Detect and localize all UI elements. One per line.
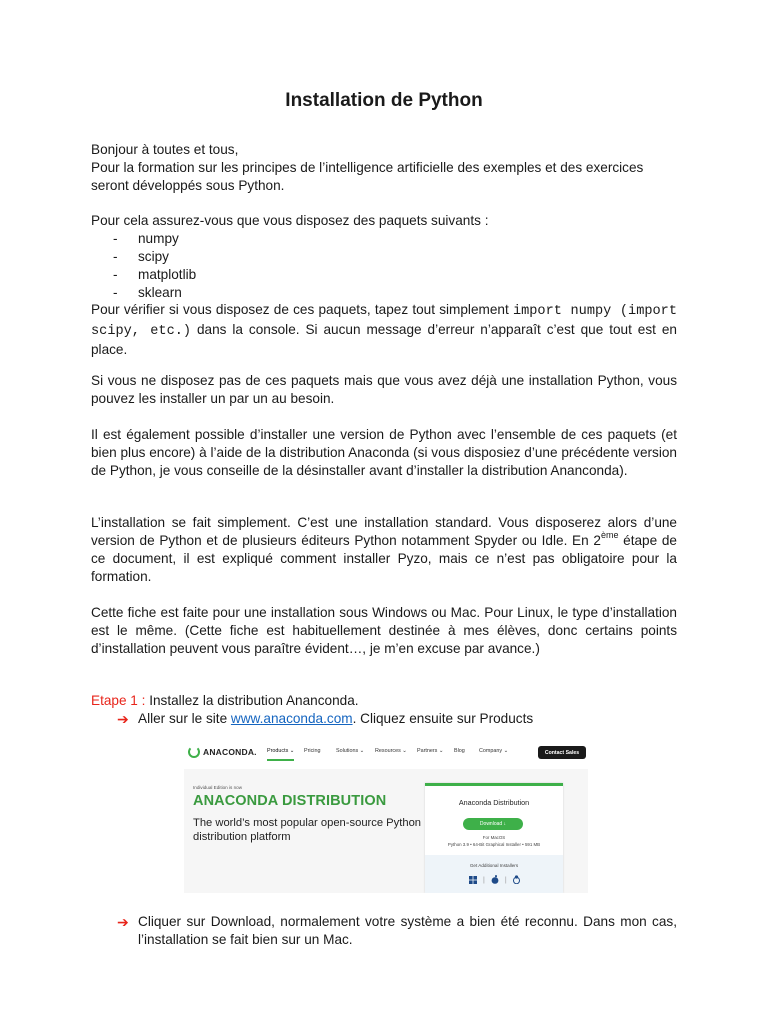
arrow-right-icon: ➔	[117, 914, 129, 930]
nav-products[interactable]: Products ⌄	[267, 748, 295, 754]
separator: |	[504, 876, 507, 884]
download-button[interactable]: Download ↓	[463, 818, 523, 830]
list-item: - scipy	[113, 249, 169, 264]
standard-install-paragraph: L’installation se fait simplement. C’est une installation standard. Vous disposerez alors d’une version de Python et de plusieurs éditeurs Python notamment Spyder ou Idle. En 2ème étape de ce document, il est expliqué comment installer Pyzo, mais ce n’est pas obligatoire pour la formation.	[91, 515, 677, 584]
anaconda-link[interactable]: www.anaconda.com	[230, 711, 353, 726]
dash-bullet: -	[113, 267, 118, 282]
list-item: - matplotlib	[113, 267, 197, 282]
nav-resources[interactable]: Resources ⌄	[375, 748, 407, 754]
apple-icon[interactable]	[491, 875, 499, 886]
verify-paragraph: Pour vérifier si vous disposez de ces paquets, tapez tout simplement import numpy (import scipy, etc.) dans la console. Si aucun message d’erreur n’apparaît c’est que tout est en place.	[91, 302, 677, 357]
nav-company[interactable]: Company ⌄	[479, 748, 509, 754]
dash-bullet: -	[113, 285, 118, 300]
download-card	[425, 783, 563, 893]
site-navbar	[184, 737, 588, 769]
os-icons	[469, 875, 520, 886]
dash-bullet: -	[113, 231, 118, 246]
hero-subheadline: The world’s most popular open-source Python distribution platform	[193, 817, 422, 843]
dash-bullet: -	[113, 249, 118, 264]
anaconda-website-screenshot	[184, 737, 588, 893]
packages-intro: Pour cela assurez-vous que vous disposez des paquets suivants :	[91, 213, 489, 228]
nav-partners[interactable]: Partners ⌄	[417, 748, 444, 754]
hero-kicker: Individual Edition is now	[193, 785, 243, 790]
additional-installers	[425, 855, 563, 893]
step-1-heading: Etape 1 : Installez la distribution Ananconda.	[91, 693, 359, 708]
active-tab-underline	[267, 759, 294, 761]
installer-info: Python 3.9 • 64-Bit Graphical Installer • 591 MB	[447, 842, 541, 847]
contact-sales-button[interactable]: Contact Sales	[538, 746, 586, 759]
anaconda-logo-icon	[188, 746, 200, 758]
code-snippet: import numpy (import scipy, etc.)	[91, 304, 677, 339]
windows-icon[interactable]	[469, 876, 477, 886]
page-title: Installation de Python	[285, 90, 483, 111]
list-item: - numpy	[113, 231, 179, 246]
anaconda-paragraph: Il est également possible d’installer une version de Python avec l’ensemble de ces paquets (et bien plus encore) à l’aide de la distribution Anaconda (si vous disposiez d’une précédente version de Python, je vous conseille de la désinstaller avant d’installer la distribution Ananconda).	[91, 427, 677, 478]
bullet-anaconda-site: ➔ Aller sur le site www.anaconda.com. Cliquez ensuite sur Products	[117, 711, 534, 727]
anaconda-logo: ANACONDA.	[188, 746, 257, 758]
hero-headline: ANACONDA DISTRIBUTION	[193, 793, 387, 809]
step-label: Etape 1 :	[91, 693, 146, 708]
list-item: - sklearn	[113, 285, 182, 300]
packages-list	[91, 230, 677, 302]
bullet-download: ➔ Cliquer sur Download, normalement votre système a bien été reconnu. Dans mon cas, l’installation se fait bien sur un Mac.	[117, 914, 677, 947]
greeting: Bonjour à toutes et tous,	[91, 142, 239, 157]
arrow-right-icon: ➔	[117, 711, 129, 727]
nav-blog[interactable]: Blog	[454, 748, 465, 754]
linux-icon[interactable]	[513, 875, 520, 886]
os-paragraph: Cette fiche est faite pour une installation sous Windows ou Mac. Pour Linux, le type d’installation est le même. (Cette fiche est habituellement destinée à mes élèves, donc certains points d’installation peuvent vous paraître évident…, je m’en excuse par avance.)	[91, 605, 677, 656]
os-label: For MacOS	[482, 835, 506, 840]
card-title: Anaconda Distribution	[458, 798, 530, 807]
superscript: ème	[600, 530, 619, 541]
nav-pricing[interactable]: Pricing	[304, 748, 321, 754]
additional-installers-label: Get Additional Installers	[469, 863, 519, 868]
install-paragraph: Si vous ne disposez pas de ces paquets mais que vous avez déjà une installation Python, vous pouvez les installer un par un au besoin.	[91, 373, 677, 406]
nav-solutions[interactable]: Solutions ⌄	[336, 748, 365, 754]
intro-paragraph: Pour la formation sur les principes de l’intelligence artificielle des exemples et des exercices seront développés sous Python.	[91, 160, 644, 193]
separator: |	[483, 876, 485, 884]
